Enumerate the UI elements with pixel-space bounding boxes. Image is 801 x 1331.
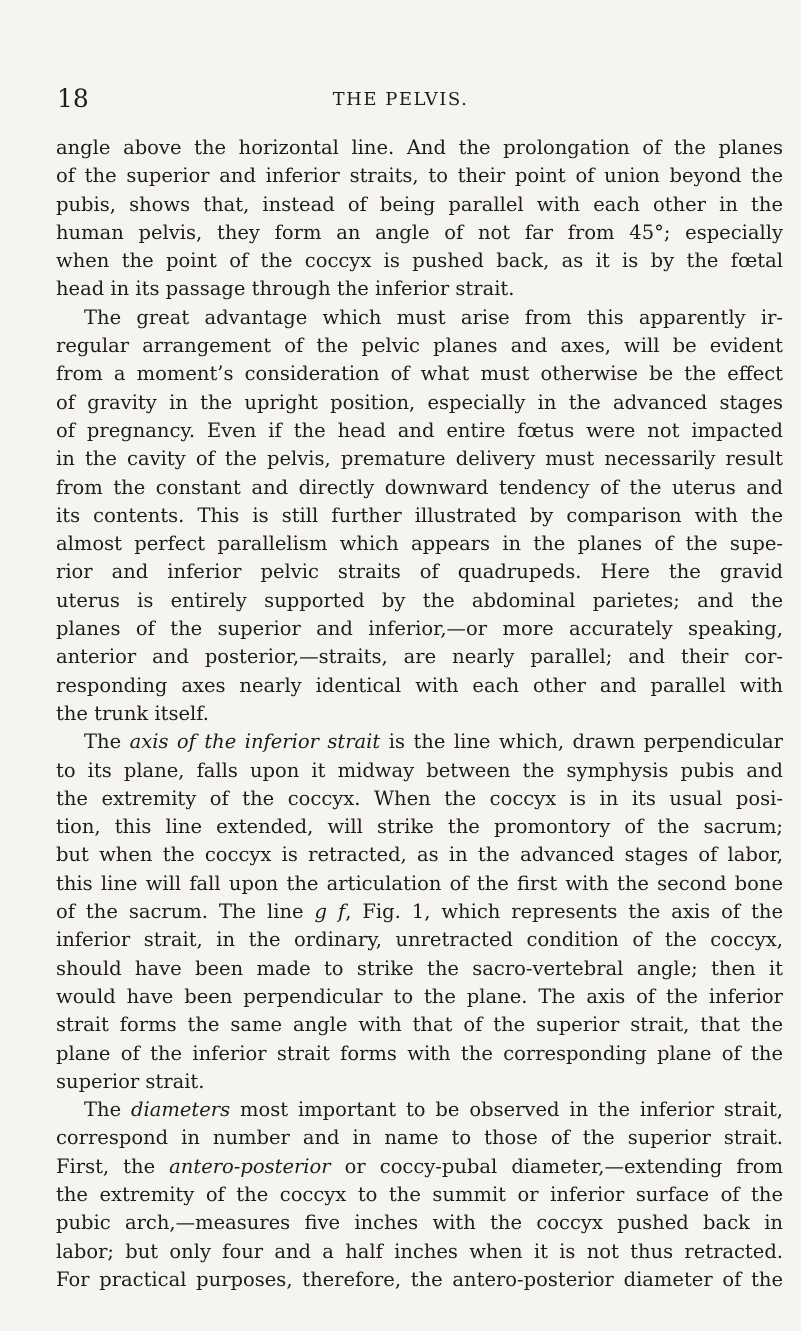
text-run: to its plane, falls upon it midway between the symphysis pubis and — [56, 758, 783, 782]
text-run: responding axes nearly identical with each other and parallel with — [56, 673, 783, 697]
text-run: labor; but only four and a half inches when it is not thus retracted. — [56, 1239, 783, 1263]
text-line — [56, 1096, 783, 1124]
text-run: the extremity of the coccyx. When the coccyx is in its usual posi- — [56, 786, 783, 810]
body-text — [56, 134, 783, 1294]
text-line — [56, 558, 783, 586]
text-line — [56, 785, 783, 813]
text-line — [56, 870, 783, 898]
text-run: head in its passage through the inferior strait. — [56, 277, 515, 301]
text-line — [56, 162, 783, 190]
text-line — [56, 502, 783, 530]
text-run: the trunk itself. — [56, 701, 210, 725]
text-run: uterus is entirely supported by the abdominal parietes; and the — [56, 588, 783, 612]
text-run: pubic arch,—measures five inches with the coccyx pushed back in — [56, 1211, 783, 1235]
text-run: should have been made to strike the sacro-vertebral angle; then it — [56, 956, 783, 980]
text-run: The — [84, 730, 130, 754]
text-run: almost perfect parallelism which appears in the planes of the supe- — [56, 532, 783, 556]
running-title: THE PELVIS. — [332, 89, 469, 110]
text-run: human pelvis, they form an angle of not far from 45°; especially — [56, 220, 783, 244]
text-run: from a moment’s consideration of what must otherwise be the effect — [56, 362, 783, 386]
italic-term: axis of the inferior strait — [129, 730, 381, 754]
text-line — [56, 1181, 783, 1209]
text-run: of pregnancy. Even if the head and entire fœtus were not impacted — [56, 418, 783, 442]
text-run: regular arrangement of the pelvic planes and axes, will be evident — [56, 334, 783, 358]
text-run: when the point of the coccyx is pushed back, as it is by the fœtal — [56, 249, 783, 273]
text-line — [56, 983, 783, 1011]
text-run: tion, this line extended, will strike the promontory of the sacrum; — [56, 815, 783, 839]
text-line — [56, 275, 783, 303]
page-number: 18 — [57, 84, 89, 113]
text-line — [56, 1011, 783, 1039]
text-line — [56, 615, 783, 643]
text-line — [56, 360, 783, 388]
italic-term: diameters — [131, 1098, 231, 1122]
text-line — [56, 955, 783, 983]
text-run: of the superior and inferior straits, to their point of union beyond the — [56, 164, 783, 188]
text-line — [56, 219, 783, 247]
text-run: in the cavity of the pelvis, premature delivery must necessarily result — [56, 447, 783, 471]
text-line — [56, 389, 783, 417]
text-run: would have been perpendicular to the plane. The axis of the inferior — [56, 984, 783, 1008]
text-line — [56, 1068, 783, 1096]
text-line — [56, 445, 783, 473]
text-line — [56, 700, 783, 728]
italic-term: antero-posterior — [169, 1154, 331, 1178]
text-run: anterior and posterior,—straits, are nearly parallel; and their cor- — [56, 645, 783, 669]
text-run: superior strait. — [56, 1069, 205, 1093]
text-line — [56, 757, 783, 785]
text-line — [56, 643, 783, 671]
text-run: The great advantage which must arise from this apparently ir- — [84, 305, 783, 329]
text-line — [56, 898, 783, 926]
text-line — [56, 1153, 783, 1181]
text-run: , Fig. 1, which represents the axis of the — [345, 900, 784, 924]
text-run: its contents. This is still further illustrated by comparison with the — [56, 503, 783, 527]
text-run: of gravity in the upright position, especially in the advanced stages — [56, 390, 783, 414]
text-line — [56, 926, 783, 954]
text-run: First, the — [56, 1154, 170, 1178]
text-run: of the sacrum. The line — [56, 900, 315, 924]
text-run: most important to be observed in the inferior strait, — [230, 1098, 783, 1122]
text-line — [56, 672, 783, 700]
text-line — [56, 134, 783, 162]
text-line — [56, 841, 783, 869]
text-run: correspond in number and in name to those of the superior strait. — [56, 1126, 783, 1150]
text-line — [56, 332, 783, 360]
text-run: the extremity of the coccyx to the summit or inferior surface of the — [56, 1182, 783, 1206]
text-run: pubis, shows that, instead of being parallel with each other in the — [56, 192, 783, 216]
text-line — [56, 587, 783, 615]
text-line — [56, 1209, 783, 1237]
text-line — [56, 1266, 783, 1294]
text-run: The — [84, 1098, 131, 1122]
text-run: rior and inferior pelvic straits of quadrupeds. Here the gravid — [56, 560, 783, 584]
text-line — [56, 1238, 783, 1266]
text-run: but when the coccyx is retracted, as in the advanced stages of labor, — [56, 843, 783, 867]
text-line — [56, 813, 783, 841]
text-run: from the constant and directly downward tendency of the uterus and — [56, 475, 783, 499]
text-line — [56, 1124, 783, 1152]
text-line — [56, 417, 783, 445]
text-run: is the line which, drawn perpendicular — [380, 730, 783, 754]
page-header — [0, 84, 801, 114]
text-run: this line will fall upon the articulation of the first with the second bone — [56, 871, 783, 895]
text-line — [56, 474, 783, 502]
text-line — [56, 304, 783, 332]
text-run: planes of the superior and inferior,—or more accurately speaking, — [56, 617, 783, 641]
text-run: plane of the inferior strait forms with the corresponding plane of the — [56, 1041, 783, 1065]
text-line — [56, 530, 783, 558]
text-run: For practical purposes, therefore, the antero-posterior diameter of the — [56, 1267, 783, 1291]
text-run: inferior strait, in the ordinary, unretracted condition of the coccyx, — [56, 928, 783, 952]
text-line — [56, 191, 783, 219]
italic-term: g f — [314, 900, 346, 924]
text-line — [56, 1040, 783, 1068]
text-line — [56, 247, 783, 275]
text-run: angle above the horizontal line. And the prolongation of the planes — [56, 136, 783, 159]
text-run: strait forms the same angle with that of the superior strait, that the — [56, 1013, 783, 1037]
text-run: or coccy-pubal diameter,—extending from — [330, 1154, 783, 1178]
text-line — [56, 728, 783, 756]
